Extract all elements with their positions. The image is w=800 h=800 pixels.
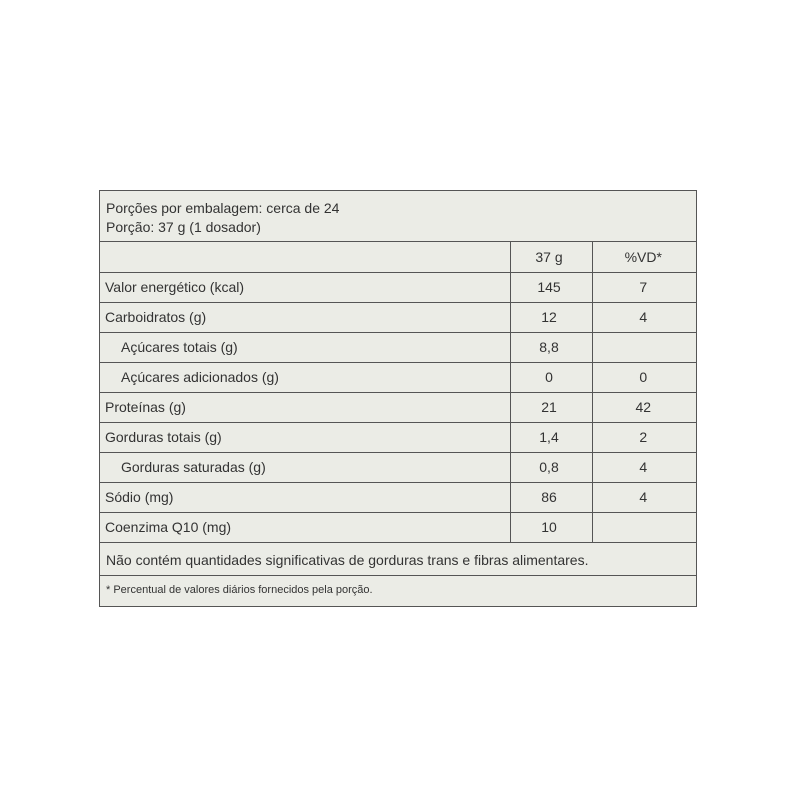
nutrient-daily-value: 0 (592, 362, 696, 392)
table-row (100, 422, 696, 452)
table-row (100, 362, 696, 392)
table-row (100, 302, 696, 332)
nutrient-daily-value (592, 332, 696, 362)
nutrient-daily-value: 4 (592, 452, 696, 482)
nutrient-quantity: 10 (510, 512, 592, 542)
daily-value-footnote: * Percentual de valores diários fornecidos pela porção. (106, 583, 373, 596)
nutrient-daily-value: 4 (592, 482, 696, 512)
nutrition-facts-table (99, 190, 697, 607)
table-row (100, 332, 696, 362)
column-header-name (100, 242, 510, 272)
table-row (100, 272, 696, 302)
nutrient-name: Açúcares adicionados (g) (100, 362, 510, 392)
serving-info (100, 191, 696, 242)
trans-fat-note: Não contém quantidades significativas de gorduras trans e fibras alimentares. (100, 543, 696, 576)
nutrient-daily-value: 42 (592, 392, 696, 422)
nutrient-daily-value: 7 (592, 272, 696, 302)
nutrient-quantity: 21 (510, 392, 592, 422)
nutrient-name: Proteínas (g) (100, 392, 510, 422)
nutrient-daily-value: 2 (592, 422, 696, 452)
table-row (100, 452, 696, 482)
table-row (100, 482, 696, 512)
table-row (100, 392, 696, 422)
servings-per-package: Porções por embalagem: cerca de 24 (106, 200, 340, 216)
nutrient-name: Gorduras totais (g) (100, 422, 510, 452)
nutrient-table (100, 242, 696, 543)
nutrient-quantity: 145 (510, 272, 592, 302)
nutrient-quantity: 12 (510, 302, 592, 332)
nutrient-quantity: 0 (510, 362, 592, 392)
nutrient-daily-value: 4 (592, 302, 696, 332)
nutrient-name: Sódio (mg) (100, 482, 510, 512)
nutrient-name: Gorduras saturadas (g) (100, 452, 510, 482)
nutrient-name: Valor energético (kcal) (100, 272, 510, 302)
table-row (100, 512, 696, 542)
column-header-daily-value: %VD* (592, 242, 696, 272)
nutrient-quantity: 8,8 (510, 332, 592, 362)
nutrient-name: Coenzima Q10 (mg) (100, 512, 510, 542)
column-header-quantity: 37 g (510, 242, 592, 272)
nutrient-quantity: 0,8 (510, 452, 592, 482)
nutrient-name: Açúcares totais (g) (100, 332, 510, 362)
serving-size: Porção: 37 g (1 dosador) (106, 219, 261, 235)
nutrient-quantity: 1,4 (510, 422, 592, 452)
nutrient-name: Carboidratos (g) (100, 302, 510, 332)
column-header-row (100, 242, 696, 272)
nutrient-daily-value (592, 512, 696, 542)
nutrient-quantity: 86 (510, 482, 592, 512)
